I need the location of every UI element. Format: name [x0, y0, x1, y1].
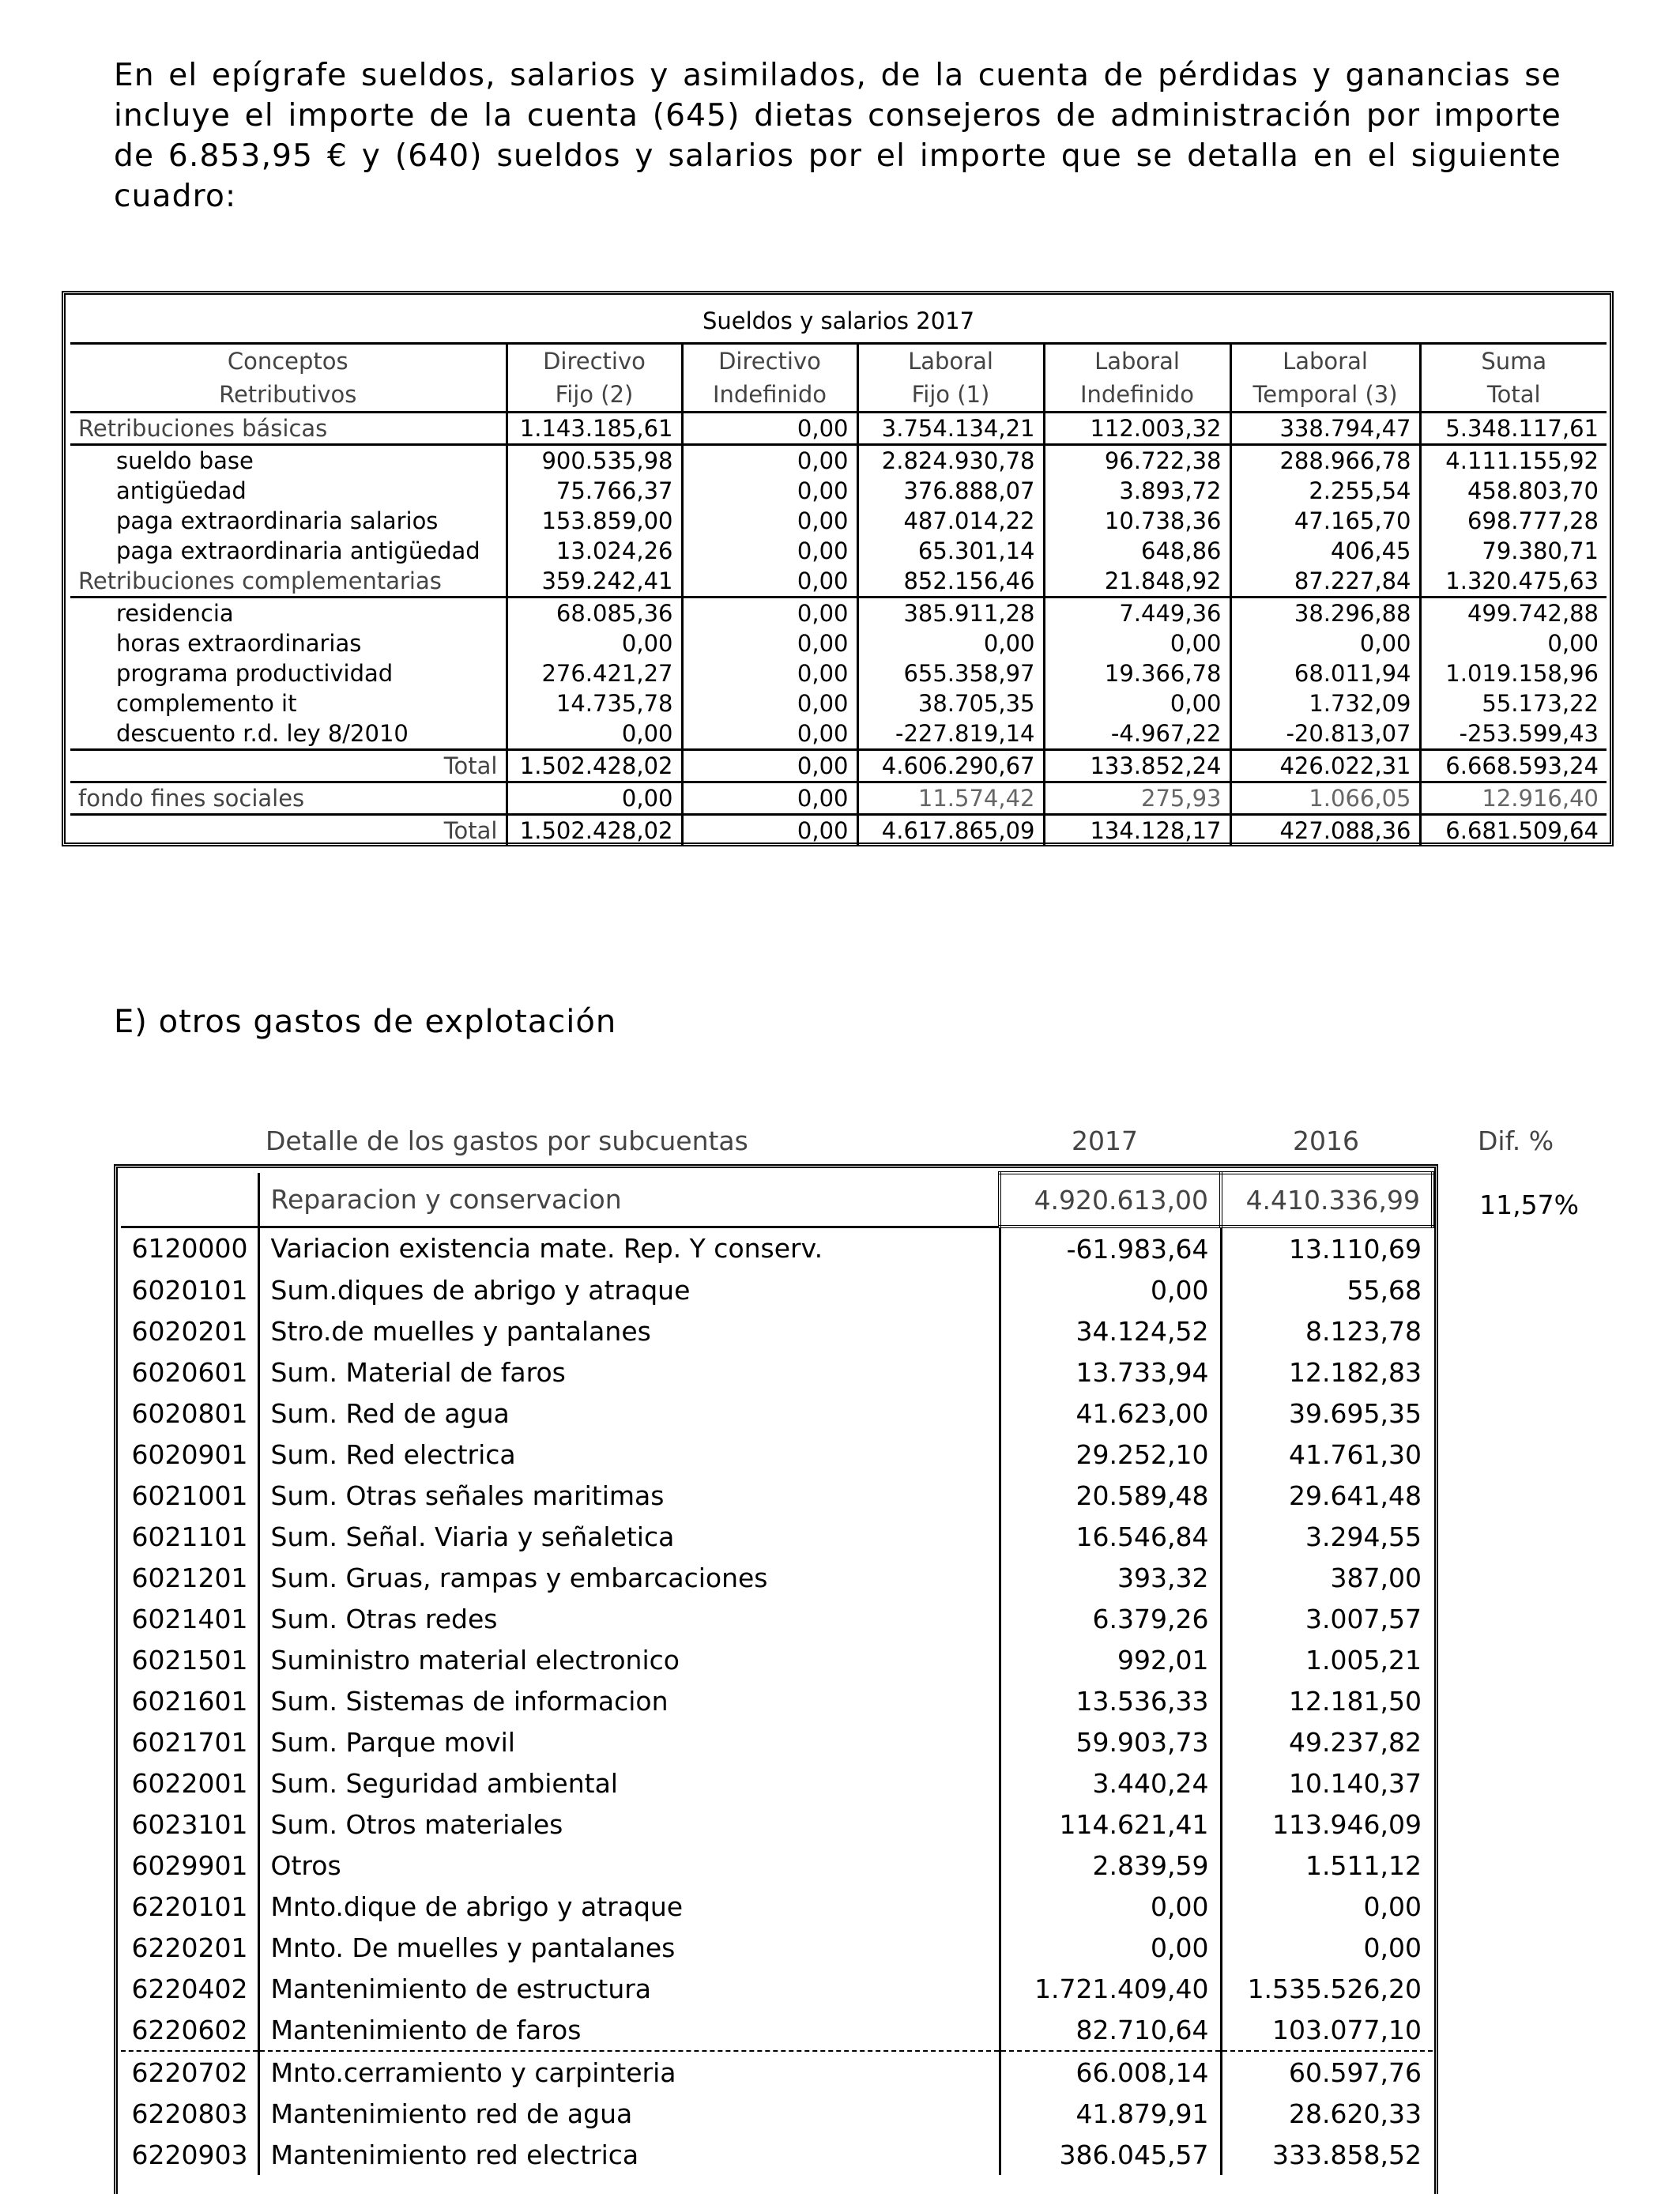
value-2017: 114.621,41 — [1000, 1804, 1221, 1845]
row-label: programa productividad — [116, 660, 394, 687]
cell-value: 38.296,88 — [1230, 598, 1420, 629]
column-header: Suma — [1420, 344, 1607, 379]
cell-value: 0,00 — [682, 536, 857, 566]
account-code: 6022001 — [121, 1762, 258, 1804]
account-code: 6021501 — [121, 1639, 258, 1680]
row-label: Mnto. De muelles y pantalanes — [270, 1932, 676, 1963]
table-row — [121, 2134, 1433, 2175]
salary-row — [70, 445, 1607, 477]
salaries-table-frame — [62, 291, 1614, 846]
account-code: 6120000 — [121, 1227, 258, 1269]
cell-value: 1.502.428,02 — [507, 815, 682, 846]
cell-value: 0,00 — [682, 445, 857, 477]
account-code: 6020901 — [121, 1434, 258, 1475]
cell-value: 275,93 — [1044, 782, 1230, 815]
cell-value: 2.255,54 — [1230, 476, 1420, 506]
cell-value: 0,00 — [682, 566, 857, 598]
account-code: 6220201 — [121, 1927, 258, 1968]
cell-value: 153.859,00 — [507, 506, 682, 536]
value-2017: 1.721.409,40 — [1000, 1968, 1221, 2009]
cell-value: 0,00 — [1230, 628, 1420, 658]
cell-value: 14.735,78 — [507, 688, 682, 718]
column-header: Indefinido — [1044, 378, 1230, 413]
value-2016: 49.237,82 — [1221, 1721, 1433, 1762]
column-header: Laboral — [857, 344, 1044, 379]
cell-value: 87.227,84 — [1230, 566, 1420, 598]
value-2017: -61.983,64 — [1000, 1227, 1221, 1269]
cell-value: 4.111.155,92 — [1420, 445, 1607, 477]
value-2017: 16.546,84 — [1000, 1516, 1221, 1557]
cell-value: -253.599,43 — [1420, 718, 1607, 750]
cell-value: 11.574,42 — [857, 782, 1044, 815]
account-code: 6020601 — [121, 1351, 258, 1393]
table-row — [121, 2093, 1433, 2134]
table-row — [121, 2009, 1433, 2051]
account-code: 6220903 — [121, 2134, 258, 2175]
cell-value: 1.019.158,96 — [1420, 658, 1607, 688]
row-label: Mnto.cerramiento y carpinteria — [270, 2056, 676, 2088]
cell-value: 338.794,47 — [1230, 413, 1420, 445]
value-2017: 41.623,00 — [1000, 1393, 1221, 1434]
cell-value: 133.852,24 — [1044, 750, 1230, 782]
cell-value: 0,00 — [1044, 688, 1230, 718]
row-label: Sum.diques de abrigo y atraque — [270, 1274, 691, 1306]
value-2016: 387,00 — [1221, 1557, 1433, 1598]
account-code: 6220402 — [121, 1968, 258, 2009]
row-label: Reparacion y conservacion — [258, 1173, 1000, 1227]
intro-paragraph: En el epígrafe sueldos, salarios y asimilados, de la cuenta de pérdidas y ganancias se incluye el importe de la cuenta (645) dietas consejeros de administración por importe de 6.853,95 € y (640) sueldos y salarios por el importe que se detalla en el siguiente cuadro: — [114, 58, 1561, 214]
value-2016: 0,00 — [1221, 1927, 1433, 1968]
row-label: Sum. Otras redes — [270, 1603, 498, 1634]
table-row — [121, 1434, 1433, 1475]
table-row — [121, 1968, 1433, 2009]
cell-value: 426.022,31 — [1230, 750, 1420, 782]
row-label: fondo fines sociales — [70, 782, 507, 815]
cell-value: 5.348.117,61 — [1420, 413, 1607, 445]
table-row — [121, 1886, 1433, 1927]
salary-row — [70, 506, 1607, 536]
value-2017: 4.920.613,00 — [1000, 1173, 1221, 1227]
account-code: 6023101 — [121, 1804, 258, 1845]
cell-value: 0,00 — [1044, 628, 1230, 658]
cell-value: 1.320.475,63 — [1420, 566, 1607, 598]
salary-row — [70, 476, 1607, 506]
cell-value: 10.738,36 — [1044, 506, 1230, 536]
account-code — [121, 1173, 258, 1227]
salary-row — [70, 750, 1607, 782]
cell-value: 376.888,07 — [857, 476, 1044, 506]
value-2016: 60.597,76 — [1221, 2051, 1433, 2093]
table-row — [121, 1762, 1433, 1804]
value-2016: 39.695,35 — [1221, 1393, 1433, 1434]
column-header: Indefinido — [682, 378, 857, 413]
account-code: 6021401 — [121, 1598, 258, 1639]
value-2016: 113.946,09 — [1221, 1804, 1433, 1845]
salaries-caption: Sueldos y salarios 2017 — [70, 300, 1607, 344]
salary-row — [70, 598, 1607, 629]
table-row — [121, 1227, 1433, 1269]
column-header: Laboral — [1044, 344, 1230, 379]
value-2017: 82.710,64 — [1000, 2009, 1221, 2051]
column-header: Directivo — [507, 344, 682, 379]
table-row — [121, 1475, 1433, 1516]
gastos-table-frame — [114, 1164, 1438, 2194]
value-2017: 3.440,24 — [1000, 1762, 1221, 1804]
value-2017: 20.589,48 — [1000, 1475, 1221, 1516]
cell-value: 79.380,71 — [1420, 536, 1607, 566]
value-2016: 103.077,10 — [1221, 2009, 1433, 2051]
cell-value: 65.301,14 — [857, 536, 1044, 566]
table-row — [121, 2051, 1433, 2093]
account-code: 6020101 — [121, 1269, 258, 1310]
value-2017: 66.008,14 — [1000, 2051, 1221, 2093]
value-2017: 34.124,52 — [1000, 1310, 1221, 1351]
salary-row — [70, 815, 1607, 846]
account-code: 6021001 — [121, 1475, 258, 1516]
gastos-header-2016: 2016 — [1293, 1125, 1359, 1156]
table-row — [121, 1804, 1433, 1845]
table-row — [121, 1557, 1433, 1598]
cell-value: 19.366,78 — [1044, 658, 1230, 688]
value-2016: 55,68 — [1221, 1269, 1433, 1310]
row-label: horas extraordinarias — [116, 630, 362, 657]
value-2016: 1.511,12 — [1221, 1845, 1433, 1886]
row-label: Mantenimiento red electrica — [270, 2139, 639, 2170]
cell-value: 6.668.593,24 — [1420, 750, 1607, 782]
row-label: Sum. Parque movil — [270, 1726, 515, 1758]
value-2017: 59.903,73 — [1000, 1721, 1221, 1762]
table-row — [121, 1721, 1433, 1762]
cell-value: 3.754.134,21 — [857, 413, 1044, 445]
column-header: Temporal (3) — [1230, 378, 1420, 413]
value-2017: 386.045,57 — [1000, 2134, 1221, 2175]
cell-value: 0,00 — [857, 628, 1044, 658]
cell-value: 112.003,32 — [1044, 413, 1230, 445]
value-2016: 4.410.336,99 — [1221, 1173, 1433, 1227]
salaries-table — [70, 300, 1607, 846]
value-2017: 0,00 — [1000, 1886, 1221, 1927]
account-code: 6020201 — [121, 1310, 258, 1351]
table-row — [121, 1598, 1433, 1639]
value-2017: 13.536,33 — [1000, 1680, 1221, 1721]
cell-value: -20.813,07 — [1230, 718, 1420, 750]
row-label: Sum. Otras señales maritimas — [270, 1480, 665, 1511]
cell-value: 427.088,36 — [1230, 815, 1420, 846]
cell-value: 0,00 — [507, 718, 682, 750]
row-label: Sum. Red de agua — [270, 1397, 510, 1429]
value-2016: 10.140,37 — [1221, 1762, 1433, 1804]
cell-value: 276.421,27 — [507, 658, 682, 688]
cell-value: 0,00 — [682, 598, 857, 629]
cell-value: 4.617.865,09 — [857, 815, 1044, 846]
column-header: Laboral — [1230, 344, 1420, 379]
row-label: Sum. Material de faros — [270, 1356, 566, 1388]
salary-row — [70, 782, 1607, 815]
row-label: descuento r.d. ley 8/2010 — [70, 718, 507, 750]
row-label: Sum. Red electrica — [270, 1438, 516, 1470]
value-2016: 0,00 — [1221, 1886, 1433, 1927]
salary-row — [70, 658, 1607, 688]
row-label: paga extraordinaria salarios — [116, 507, 439, 534]
value-2017: 2.839,59 — [1000, 1845, 1221, 1886]
cell-value: 288.966,78 — [1230, 445, 1420, 477]
account-code: 6020801 — [121, 1393, 258, 1434]
salaries-header-row — [70, 378, 1607, 413]
salaries-caption-row — [70, 300, 1607, 344]
gastos-dif-value: 11,57% — [1479, 1189, 1579, 1220]
table-row — [121, 1269, 1433, 1310]
table-row — [121, 1351, 1433, 1393]
row-label: Suministro material electronico — [270, 1644, 680, 1676]
value-2016: 29.641,48 — [1221, 1475, 1433, 1516]
cell-value: 3.893,72 — [1044, 476, 1230, 506]
value-2017: 992,01 — [1000, 1639, 1221, 1680]
account-code: 6021101 — [121, 1516, 258, 1557]
salary-row — [70, 688, 1607, 718]
value-2016: 28.620,33 — [1221, 2093, 1433, 2134]
value-2016: 3.294,55 — [1221, 1516, 1433, 1557]
section-e-title: E) otros gastos de explotación — [114, 1004, 617, 1040]
row-label: paga extraordinaria antigüedad — [116, 537, 480, 564]
cell-value: 0,00 — [682, 628, 857, 658]
cell-value: 68.011,94 — [1230, 658, 1420, 688]
value-2017: 29.252,10 — [1000, 1434, 1221, 1475]
row-label: Retribuciones complementarias — [70, 566, 507, 598]
salary-row — [70, 566, 1607, 598]
cell-value: 0,00 — [682, 782, 857, 815]
row-label: complemento it — [116, 690, 297, 717]
cell-value: 0,00 — [682, 476, 857, 506]
row-label: Sum. Otros materiales — [270, 1808, 563, 1840]
row-label: Sum. Seguridad ambiental — [270, 1767, 618, 1799]
row-label: Retribuciones básicas — [70, 413, 507, 445]
value-2017: 0,00 — [1000, 1927, 1221, 1968]
row-label: Mantenimiento de estructura — [270, 1973, 652, 2004]
row-label: Sum. Señal. Viaria y señaletica — [270, 1521, 675, 1552]
cell-value: 1.502.428,02 — [507, 750, 682, 782]
account-code: 6021601 — [121, 1680, 258, 1721]
column-header: Conceptos — [227, 348, 348, 375]
cell-value: 1.143.185,61 — [507, 413, 682, 445]
table-row — [121, 1845, 1433, 1886]
row-label: Total — [70, 750, 507, 782]
account-code: 6021701 — [121, 1721, 258, 1762]
row-label: Mantenimiento red de agua — [270, 2098, 633, 2129]
account-code: 6220602 — [121, 2009, 258, 2051]
row-label: residencia — [116, 600, 234, 627]
gastos-first-row — [121, 1173, 1433, 1227]
cell-value: 499.742,88 — [1420, 598, 1607, 629]
value-2016: 8.123,78 — [1221, 1310, 1433, 1351]
cell-value: 406,45 — [1230, 536, 1420, 566]
cell-value: 0,00 — [682, 413, 857, 445]
cell-value: 648,86 — [1044, 536, 1230, 566]
cell-value: 21.848,92 — [1044, 566, 1230, 598]
salary-row — [70, 628, 1607, 658]
cell-value: 487.014,22 — [857, 506, 1044, 536]
cell-value: 0,00 — [682, 718, 857, 750]
value-2016: 12.181,50 — [1221, 1680, 1433, 1721]
cell-value: 698.777,28 — [1420, 506, 1607, 536]
gastos-header-dif: Dif. % — [1478, 1125, 1554, 1156]
cell-value: 0,00 — [682, 750, 857, 782]
cell-value: 12.916,40 — [1420, 782, 1607, 815]
value-2016: 13.110,69 — [1221, 1227, 1433, 1269]
cell-value: 1.732,09 — [1230, 688, 1420, 718]
cell-value: 75.766,37 — [507, 476, 682, 506]
cell-value: 2.824.930,78 — [857, 445, 1044, 477]
value-2017: 13.733,94 — [1000, 1351, 1221, 1393]
cell-value: 38.705,35 — [857, 688, 1044, 718]
cell-value: 655.358,97 — [857, 658, 1044, 688]
gastos-table — [121, 1171, 1434, 2175]
cell-value: 458.803,70 — [1420, 476, 1607, 506]
value-2016: 333.858,52 — [1221, 2134, 1433, 2175]
cell-value: 47.165,70 — [1230, 506, 1420, 536]
table-row — [121, 1639, 1433, 1680]
cell-value: 134.128,17 — [1044, 815, 1230, 846]
cell-value: 96.722,38 — [1044, 445, 1230, 477]
cell-value: 6.681.509,64 — [1420, 815, 1607, 846]
cell-value: 55.173,22 — [1420, 688, 1607, 718]
cell-value: 0,00 — [507, 782, 682, 815]
cell-value: 4.606.290,67 — [857, 750, 1044, 782]
column-header: Fijo (1) — [857, 378, 1044, 413]
row-label: Sum. Sistemas de informacion — [270, 1685, 669, 1717]
value-2017: 6.379,26 — [1000, 1598, 1221, 1639]
cell-value: 385.911,28 — [857, 598, 1044, 629]
table-row — [121, 1680, 1433, 1721]
cell-value: 852.156,46 — [857, 566, 1044, 598]
account-code: 6220803 — [121, 2093, 258, 2134]
account-code: 6029901 — [121, 1845, 258, 1886]
value-2017: 41.879,91 — [1000, 2093, 1221, 2134]
cell-value: 1.066,05 — [1230, 782, 1420, 815]
cell-value: 0,00 — [1420, 628, 1607, 658]
cell-value: 0,00 — [682, 506, 857, 536]
salary-row — [70, 536, 1607, 566]
gastos-header-2017: 2017 — [1072, 1125, 1138, 1156]
value-2017: 0,00 — [1000, 1269, 1221, 1310]
value-2016: 1.005,21 — [1221, 1639, 1433, 1680]
cell-value: 359.242,41 — [507, 566, 682, 598]
row-label: Sum. Gruas, rampas y embarcaciones — [270, 1562, 768, 1593]
cell-value: -227.819,14 — [857, 718, 1044, 750]
table-row — [121, 1393, 1433, 1434]
row-label: Mnto.dique de abrigo y atraque — [270, 1891, 684, 1922]
account-code: 6220101 — [121, 1886, 258, 1927]
row-label: Variacion existencia mate. Rep. Y conserv. — [270, 1233, 823, 1265]
value-2016: 12.182,83 — [1221, 1351, 1433, 1393]
value-2016: 1.535.526,20 — [1221, 1968, 1433, 2009]
cell-value: 0,00 — [682, 688, 857, 718]
account-code: 6220702 — [121, 2051, 258, 2093]
value-2016: 3.007,57 — [1221, 1598, 1433, 1639]
column-header: Retributivos — [70, 378, 507, 413]
account-code: 6021201 — [121, 1557, 258, 1598]
salary-row — [70, 413, 1607, 445]
cell-value: 900.535,98 — [507, 445, 682, 477]
value-2016: 41.761,30 — [1221, 1434, 1433, 1475]
gastos-header-detail: Detalle de los gastos por subcuentas — [266, 1125, 748, 1156]
column-header: Directivo — [682, 344, 857, 379]
cell-value: 0,00 — [507, 628, 682, 658]
row-label: Mantenimiento de faros — [258, 2009, 1000, 2051]
salaries-header-row — [70, 344, 1607, 379]
salary-row — [70, 718, 1607, 750]
cell-value: 7.449,36 — [1044, 598, 1230, 629]
row-label: antigüedad — [116, 477, 247, 504]
value-2017: 393,32 — [1000, 1557, 1221, 1598]
table-row — [121, 1927, 1433, 1968]
row-label: Otros — [270, 1849, 341, 1881]
column-header: Total — [1420, 378, 1607, 413]
cell-value: 68.085,36 — [507, 598, 682, 629]
cell-value: 0,00 — [682, 658, 857, 688]
row-label: Total — [443, 817, 498, 844]
cell-value: 0,00 — [682, 815, 857, 846]
table-row — [121, 1516, 1433, 1557]
table-row — [121, 1310, 1433, 1351]
column-header: Fijo (2) — [507, 378, 682, 413]
row-label: sueldo base — [116, 447, 254, 474]
row-label: Stro.de muelles y pantalanes — [270, 1315, 651, 1347]
cell-value: 13.024,26 — [507, 536, 682, 566]
cell-value: -4.967,22 — [1044, 718, 1230, 750]
